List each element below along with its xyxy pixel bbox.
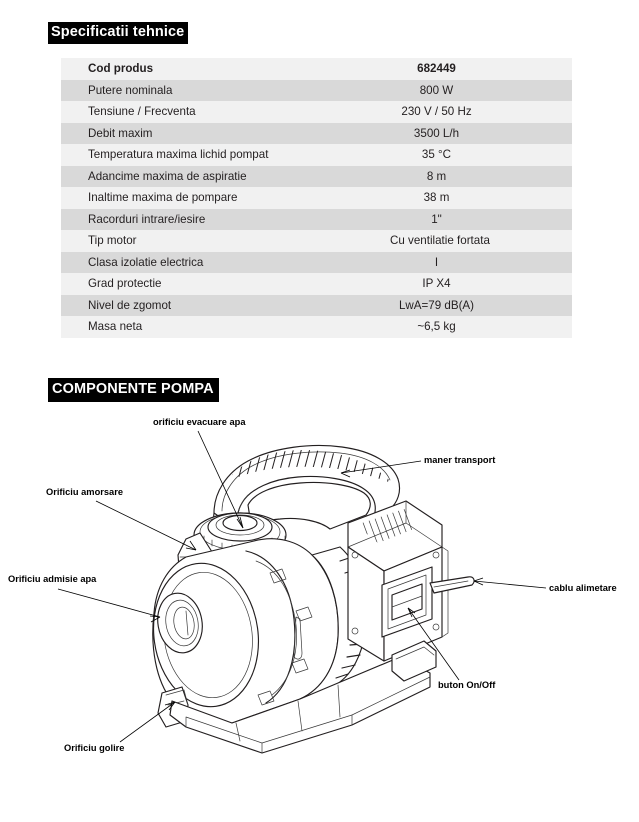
- spec-label: Racorduri intrare/iesire: [88, 212, 206, 226]
- spec-value: Cu ventilatie fortata: [390, 234, 490, 247]
- spec-label: Debit maxim: [88, 126, 153, 140]
- spec-label: Tip motor: [88, 234, 137, 247]
- callout-label: Orificiu amorsare: [46, 487, 123, 497]
- spec-label: Inaltime maxima de pompare: [88, 191, 238, 204]
- spec-label: Cod produs: [88, 62, 154, 75]
- page-title-specifications: Specificatii tehnice: [48, 22, 188, 44]
- spec-label: Masa neta: [88, 320, 143, 333]
- table-row: [61, 295, 572, 317]
- table-row: [61, 209, 572, 231]
- spec-value: ~6,5 kg: [417, 320, 456, 333]
- spec-value: 682449: [417, 62, 456, 75]
- specifications-table: [61, 58, 572, 338]
- table-row: [61, 187, 572, 209]
- callout-label: Orificiu admisie apa: [8, 574, 97, 584]
- spec-value: 38 m: [423, 191, 450, 204]
- spec-value: 3500 L/h: [413, 126, 460, 140]
- pump-motor-box: [348, 498, 448, 661]
- pump-illustration: [144, 440, 474, 753]
- table-row: [61, 273, 572, 295]
- callout-power-cable: [474, 578, 617, 593]
- table-row: [61, 252, 572, 274]
- callout-label: buton On/Off: [438, 680, 496, 690]
- table-row: [61, 144, 572, 166]
- callout-label: orificiu evacuare apa: [153, 417, 246, 427]
- table-row: [61, 58, 572, 80]
- callout-priming-port: [46, 487, 196, 550]
- table-row: [61, 80, 572, 102]
- spec-value: 230 V / 50 Hz: [401, 105, 472, 118]
- spec-label: Adancime maxima de aspiratie: [88, 169, 247, 183]
- spec-label: Putere nominala: [88, 83, 173, 97]
- spec-value: 8 m: [426, 169, 447, 183]
- spec-label: Grad protectie: [88, 277, 162, 290]
- callout-label: cablu alimetare: [549, 583, 617, 593]
- spec-value: 800 W: [419, 83, 454, 97]
- spec-value: 35 °C: [421, 148, 452, 161]
- table-row: [61, 166, 572, 188]
- table-row: [61, 316, 572, 338]
- table-row: [61, 123, 572, 145]
- callout-label: Orificiu golire: [64, 743, 125, 753]
- page-title-components: COMPONENTE POMPA: [48, 378, 219, 402]
- spec-value: I: [434, 255, 439, 269]
- spec-value: 1": [431, 212, 442, 226]
- table-row: [61, 230, 572, 252]
- callout-label: maner transport: [424, 455, 496, 465]
- specifications-table-body: [61, 58, 572, 338]
- pump-diagram: [0, 405, 639, 770]
- table-row: [61, 101, 572, 123]
- spec-value: LwA=79 dB(A): [398, 298, 475, 312]
- spec-label: Tensiune / Frecventa: [88, 105, 196, 118]
- spec-label: Clasa izolatie electrica: [88, 255, 204, 269]
- callout-intake-port: [8, 574, 160, 622]
- spec-label: Nivel de zgomot: [88, 298, 172, 312]
- spec-label: Temperatura maxima lichid pompat: [88, 148, 269, 161]
- spec-value: IP X4: [422, 277, 451, 290]
